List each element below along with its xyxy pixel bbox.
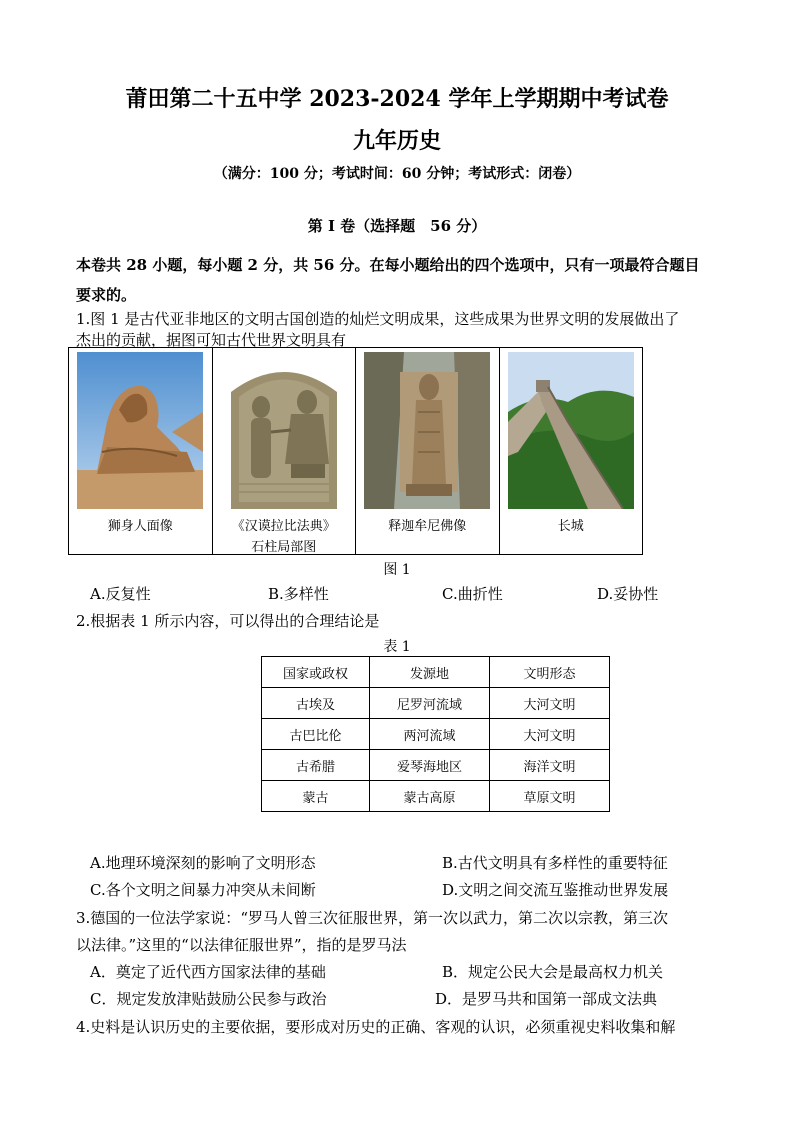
- q2-option-c[interactable]: C.各个文明之间暴力冲突从未间断: [90, 881, 316, 899]
- table-cell: 大河文明: [490, 688, 610, 719]
- q4-stem-line1: 4.史料是认识历史的主要依据，要形成对历史的正确、客观的认识，必须重视史料收集和解: [76, 1018, 676, 1036]
- figure-cell-great-wall: [500, 348, 643, 554]
- buddha-statue-image: [364, 352, 490, 509]
- table-header-row: [262, 657, 610, 688]
- q3-option-c[interactable]: C．规定发放津贴鼓励公民参与政治: [90, 990, 327, 1008]
- table-1-label: 表 1: [383, 639, 411, 655]
- table-header-cell: 发源地: [370, 657, 490, 688]
- table-cell: 古埃及: [262, 688, 370, 719]
- table-header-cell: 国家或政权: [262, 657, 370, 688]
- instructions-line2: 要求的。: [76, 286, 137, 304]
- table-cell: 古巴比伦: [262, 719, 370, 750]
- q2-option-b[interactable]: B.古代文明具有多样性的重要特征: [442, 854, 668, 872]
- hammurabi-stele-image: [221, 352, 347, 509]
- section-heading: 第 I 卷（选择题 56 分）: [307, 217, 487, 235]
- figure-cell-buddha: [356, 348, 500, 554]
- table-row: [262, 750, 610, 781]
- table-cell: 蒙古: [262, 781, 370, 812]
- q3-option-a[interactable]: A．奠定了近代西方国家法律的基础: [90, 963, 326, 981]
- great-wall-image: [508, 352, 634, 509]
- q3-option-d[interactable]: D．是罗马共和国第一部成文法典: [435, 990, 658, 1008]
- q1-stem-line1: 1.图 1 是古代亚非地区的文明古国创造的灿烂文明成果，这些成果为世界文明的发展做出了: [76, 310, 680, 328]
- table-cell: 草原文明: [490, 781, 610, 812]
- exam-title: 莆田第二十五中学 2023-2024 学年上学期期中考试卷: [125, 86, 669, 112]
- q1-option-a[interactable]: A.反复性: [90, 585, 151, 603]
- q3-stem-line2: 以法律。”这里的“以法律征服世界”，指的是罗马法: [76, 936, 407, 954]
- table-row: [262, 719, 610, 750]
- table-row: [262, 781, 610, 812]
- figure-1-label: 图 1: [383, 562, 411, 578]
- caption-buddha: 释迦牟尼佛像: [388, 519, 467, 534]
- q2-option-a[interactable]: A.地理环境深刻的影响了文明形态: [90, 854, 316, 872]
- caption-great-wall: 长城: [557, 519, 584, 534]
- q3-stem-line1: 3.德国的一位法学家说：“罗马人曾三次征服世界，第一次以武力，第二次以宗教，第三次: [76, 909, 668, 927]
- table-cell: 海洋文明: [490, 750, 610, 781]
- table-row: [262, 688, 610, 719]
- table-cell: 两河流域: [370, 719, 490, 750]
- table-cell: 大河文明: [490, 719, 610, 750]
- table-cell: 爱琴海地区: [370, 750, 490, 781]
- q2-stem: 2.根据表 1 所示内容，可以得出的合理结论是: [76, 612, 380, 630]
- q1-stem-line2: 杰出的贡献，据图可知古代世界文明具有: [76, 331, 347, 349]
- instructions-line1: 本卷共 28 小题，每小题 2 分，共 56 分。在每小题给出的四个选项中，只有一项最符合题目: [76, 256, 700, 274]
- caption-sphinx: 狮身人面像: [107, 519, 173, 534]
- q1-option-b[interactable]: B.多样性: [268, 585, 329, 603]
- table-1: [261, 656, 610, 812]
- table-cell: 尼罗河流域: [370, 688, 490, 719]
- q2-option-d[interactable]: D.文明之间交流互鉴推动世界发展: [442, 881, 669, 899]
- exam-meta: （满分：100 分；考试时间：60 分钟；考试形式：闭卷）: [213, 166, 581, 182]
- table-header-cell: 文明形态: [490, 657, 610, 688]
- sphinx-image: [77, 352, 203, 509]
- figure-1: [68, 347, 643, 555]
- figure-cell-hammurabi: [213, 348, 357, 554]
- caption-hammurabi-line2: 石柱局部图: [251, 540, 317, 555]
- figure-cell-sphinx: [69, 348, 213, 554]
- q1-option-c[interactable]: C.曲折性: [442, 585, 503, 603]
- exam-subject: 九年历史: [352, 128, 441, 154]
- q1-option-d[interactable]: D.妥协性: [597, 585, 659, 603]
- table-cell: 蒙古高原: [370, 781, 490, 812]
- caption-hammurabi-line1: 《汉谟拉比法典》: [231, 519, 336, 534]
- q3-option-b[interactable]: B．规定公民大会是最高权力机关: [442, 963, 664, 981]
- table-cell: 古希腊: [262, 750, 370, 781]
